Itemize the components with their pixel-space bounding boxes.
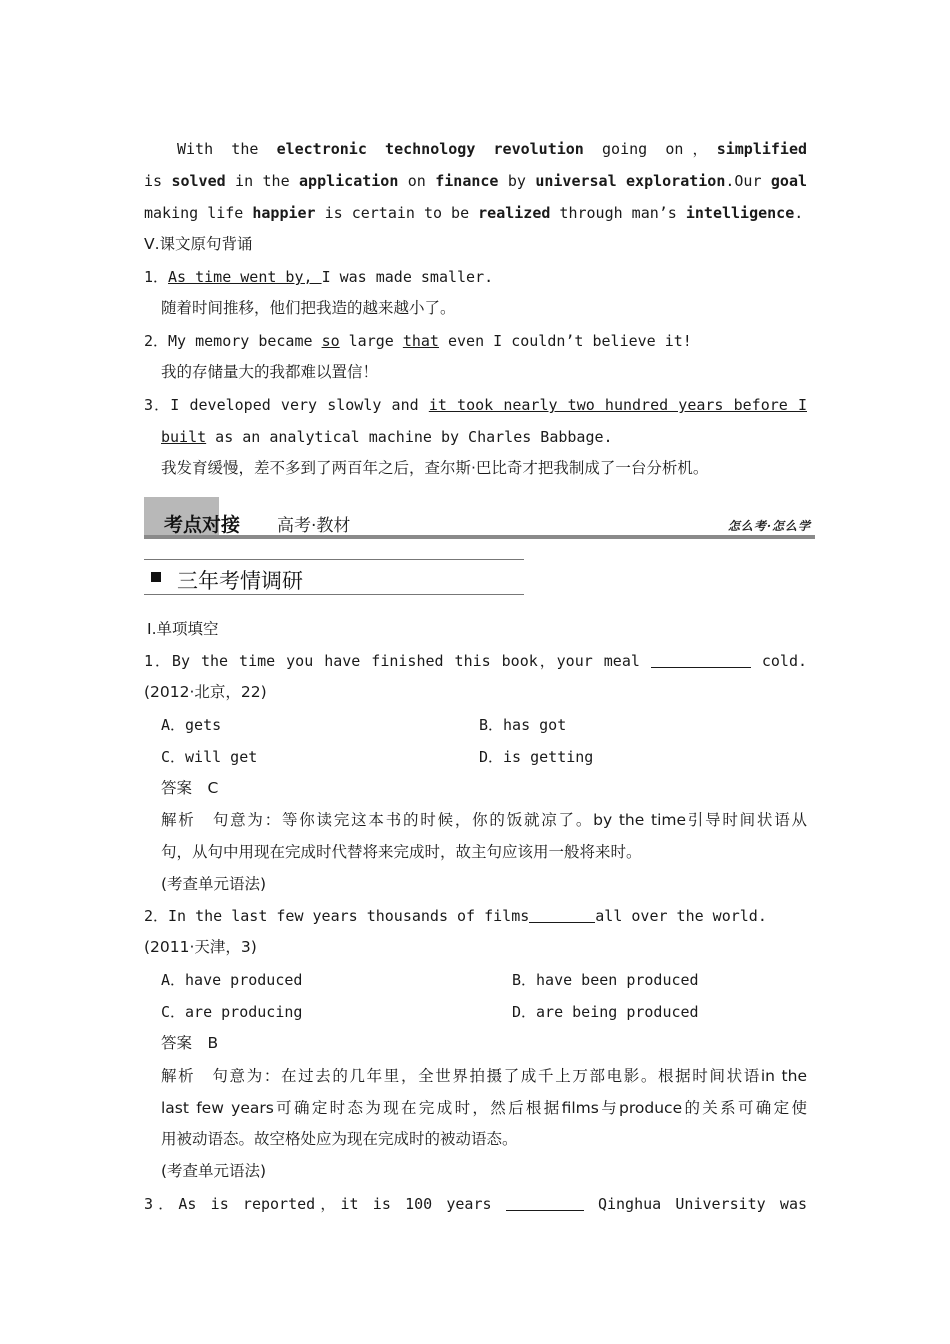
question-1-option-a: A．gets bbox=[161, 716, 222, 734]
question-2-option-b: B．have been produced bbox=[512, 971, 699, 989]
banner-title: 考点对接 bbox=[164, 514, 241, 536]
question-2-explanation-3: 用被动语态。故空格处应为现在完成时的被动语态。 bbox=[161, 1130, 518, 1148]
recite-item-3-cont: built as an analytical machine by Charles Babbage. bbox=[161, 428, 613, 446]
question-1-source: (2012·北京，22) bbox=[144, 683, 267, 701]
banner-rule bbox=[144, 535, 815, 539]
passage-line-2: is solved in the application on finance by universal exploration.Our goal bbox=[144, 172, 807, 190]
question-1-stem: 1．By the time you have finished this book，your meal cold. bbox=[144, 652, 807, 670]
section-5-heading: Ⅴ.课文原句背诵 bbox=[144, 235, 253, 253]
answer-blank bbox=[651, 652, 751, 668]
question-1-explanation-2: 句，从句中用现在完成时代替将来完成时，故主句应该用一般将来时。 bbox=[161, 843, 642, 861]
question-3-stem: 3．As is reported，it is 100 years Qinghua University was bbox=[144, 1195, 807, 1213]
part-1-heading: Ⅰ.单项填空 bbox=[147, 620, 219, 638]
question-2-option-c: C．are producing bbox=[161, 1003, 303, 1021]
answer-blank bbox=[529, 907, 595, 923]
banner-subtitle: 高考·教材 bbox=[277, 516, 351, 536]
question-2-explanation-2: last few years可确定时态为现在完成时，然后根据films与produce的关系可确定使 bbox=[161, 1099, 807, 1117]
recite-item-2-translation: 我的存储量大的我都难以置信！ bbox=[161, 363, 379, 381]
question-2-answer: 答案 B bbox=[161, 1034, 219, 1052]
question-2-explanation-1: 解析 句意为：在过去的几年里，全世界拍摄了成千上万部电影。根据时间状语in the bbox=[161, 1067, 807, 1085]
square-bullet-icon bbox=[151, 572, 161, 582]
recite-item-2: 2．My memory became so large that even I couldn’t believe it! bbox=[144, 332, 692, 350]
question-1-option-d: D．is getting bbox=[479, 748, 594, 766]
question-1-tag: (考查单元语法) bbox=[161, 875, 267, 893]
section-title-box bbox=[144, 559, 524, 595]
recite-item-3: 3．I developed very slowly and it took nearly two hundred years before I bbox=[144, 396, 807, 414]
section-title: 三年考情调研 bbox=[177, 569, 303, 593]
question-2-stem: 2．In the last few years thousands of films all over the world. bbox=[144, 907, 767, 925]
banner-slogan: 怎么考·怎么学 bbox=[727, 519, 811, 533]
passage-line-3: making life happier is certain to be realized through man’s intelligence. bbox=[144, 204, 804, 222]
section-banner bbox=[144, 497, 815, 541]
recite-item-1: 1．As time went by, I was made smaller. bbox=[144, 268, 494, 286]
question-1-explanation-1: 解析 句意为：等你读完这本书的时候，你的饭就凉了。by the time引导时间状语从 bbox=[161, 811, 807, 829]
question-1-option-b: B．has got bbox=[479, 716, 567, 734]
recite-item-1-translation: 随着时间推移，他们把我造的越来越小了。 bbox=[161, 299, 456, 317]
question-2-source: (2011·天津，3) bbox=[144, 938, 257, 956]
question-2-tag: (考查单元语法) bbox=[161, 1162, 267, 1180]
passage-line-1: With the electronic technology revolution going on，simplified bbox=[177, 140, 807, 158]
question-1-option-c: C．will get bbox=[161, 748, 258, 766]
question-2-option-d: D．are being produced bbox=[512, 1003, 699, 1021]
question-1-answer: 答案 C bbox=[161, 779, 219, 797]
recite-item-3-translation: 我发育缓慢，差不多到了两百年之后，查尔斯·巴比奇才把我制成了一台分析机。 bbox=[161, 459, 709, 477]
question-2-option-a: A．have produced bbox=[161, 971, 303, 989]
answer-blank bbox=[506, 1195, 584, 1211]
